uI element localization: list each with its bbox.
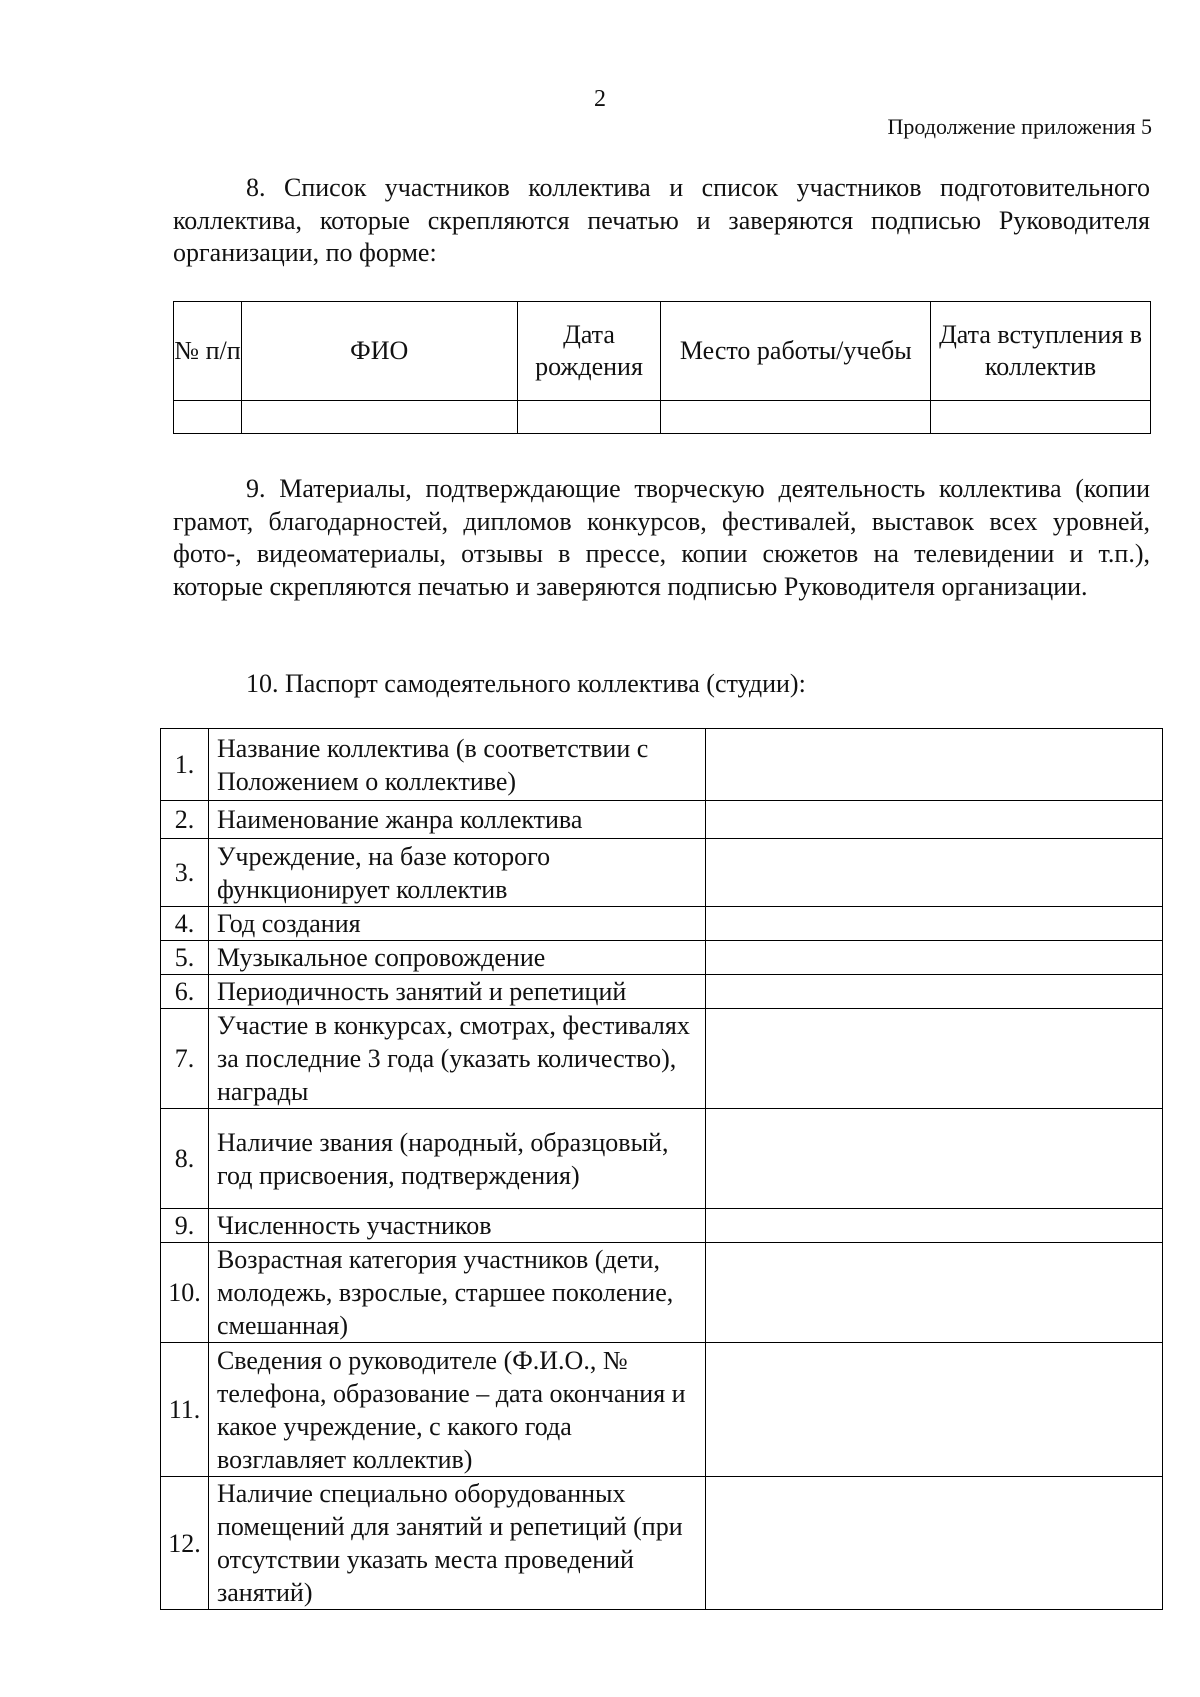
passport-row-label: Музыкальное сопровождение [208, 941, 705, 975]
passport-row-number: 5. [161, 941, 209, 975]
passport-row-label: Наличие специально оборудованных помещений для занятий и репетиций (при отсутствии указать места проведений занятий) [208, 1477, 705, 1610]
passport-row-value[interactable] [705, 941, 1162, 975]
appendix-note: Продолжение приложения 5 [887, 114, 1152, 139]
passport-row-label: Учреждение, на базе которого функционирует коллектив [208, 839, 705, 907]
passport-row [161, 1243, 1163, 1343]
header-workplace: Место работы/учебы [661, 302, 931, 401]
passport-row [161, 1009, 1163, 1109]
passport-row [161, 941, 1163, 975]
passport-row [161, 729, 1163, 801]
header-birth-date: Дата рождения [517, 302, 661, 401]
passport-row-number: 12. [161, 1477, 209, 1610]
passport-row-value[interactable] [705, 975, 1162, 1009]
empty-cell[interactable] [241, 401, 517, 434]
passport-row-label: Название коллектива (в соответствии с Положением о коллективе) [208, 729, 705, 801]
passport-row [161, 1109, 1163, 1209]
passport-row-value[interactable] [705, 907, 1162, 941]
header-fio: ФИО [241, 302, 517, 401]
passport-row-number: 1. [161, 729, 209, 801]
passport-row-label: Численность участников [208, 1209, 705, 1243]
page-number: 2 [594, 86, 606, 112]
passport-row-number: 8. [161, 1109, 209, 1209]
passport-row-label: Наименование жанра коллектива [208, 801, 705, 839]
passport-row-label: Сведения о руководителе (Ф.И.О., № телефона, образование – дата окончания и какое учреждение, с какого года возглавляет коллектив) [208, 1343, 705, 1477]
passport-table [160, 728, 1163, 1610]
empty-cell[interactable] [174, 401, 242, 434]
passport-row-number: 4. [161, 907, 209, 941]
passport-row [161, 1343, 1163, 1477]
participants-table-empty-row [174, 401, 1151, 434]
passport-row-number: 11. [161, 1343, 209, 1477]
passport-row-value[interactable] [705, 839, 1162, 907]
passport-row-value[interactable] [705, 1009, 1162, 1109]
header-join-date: Дата вступления в коллектив [931, 302, 1151, 401]
participants-table-header [174, 302, 1151, 401]
passport-row-value[interactable] [705, 1343, 1162, 1477]
passport-row-label: Возрастная категория участников (дети, молодежь, взрослые, старшее поколение, смешанная) [208, 1243, 705, 1343]
passport-row-value[interactable] [705, 1477, 1162, 1610]
passport-row-value[interactable] [705, 801, 1162, 839]
empty-cell[interactable] [661, 401, 931, 434]
passport-row-label: Периодичность занятий и репетиций [208, 975, 705, 1009]
passport-row-value[interactable] [705, 1243, 1162, 1343]
passport-row [161, 839, 1163, 907]
passport-row [161, 801, 1163, 839]
passport-row-number: 6. [161, 975, 209, 1009]
section-9-paragraph: 9. Материалы, подтверждающие творческую деятельность коллектива (копии грамот, благодарностей, дипломов конкурсов, фестивалей, выставок всех уровней, фото-, видеоматериалы, отзывы в прессе, копии сюжетов на телевидении и т.п.), которые скрепляются печатью и заверяются подписью Руководителя организации. [173, 474, 1150, 601]
participants-table [173, 301, 1151, 434]
passport-row-label: Участие в конкурсах, смотрах, фестивалях за последние 3 года (указать количество), награды [208, 1009, 705, 1109]
passport-row-value[interactable] [705, 729, 1162, 801]
passport-row-label: Наличие звания (народный, образцовый, год присвоения, подтверждения) [208, 1109, 705, 1209]
passport-row-value[interactable] [705, 1109, 1162, 1209]
passport-row [161, 907, 1163, 941]
section-8-paragraph: 8. Список участников коллектива и список участников подготовительного коллектива, которые скрепляются печатью и заверяются подписью Руководителя организации, по форме: [173, 173, 1150, 267]
passport-row-number: 9. [161, 1209, 209, 1243]
passport-row-value[interactable] [705, 1209, 1162, 1243]
passport-row-label: Год создания [208, 907, 705, 941]
section-10-heading: 10. Паспорт самодеятельного коллектива (студии): [246, 669, 806, 698]
passport-row-number: 3. [161, 839, 209, 907]
empty-cell[interactable] [931, 401, 1151, 434]
passport-row [161, 975, 1163, 1009]
passport-row [161, 1209, 1163, 1243]
empty-cell[interactable] [517, 401, 661, 434]
passport-row [161, 1477, 1163, 1610]
passport-row-number: 10. [161, 1243, 209, 1343]
passport-row-number: 7. [161, 1009, 209, 1109]
header-number: № п/п [174, 302, 242, 401]
passport-row-number: 2. [161, 801, 209, 839]
